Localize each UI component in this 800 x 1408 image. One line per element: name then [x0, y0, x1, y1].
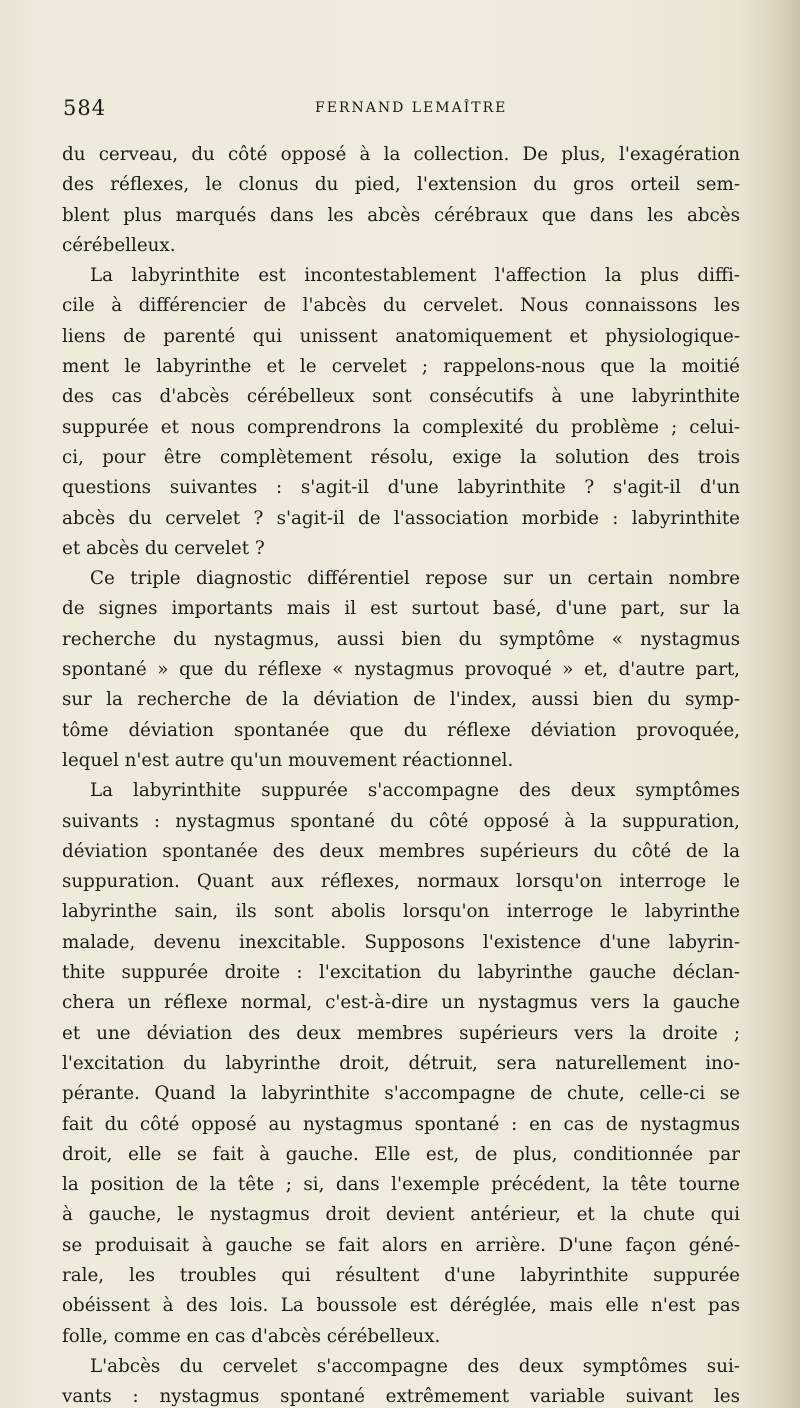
- text-line: des cas d'abcès cérébelleux sont consécutifs à une labyrinthite: [62, 386, 740, 408]
- text-line: blent plus marqués dans les abcès cérébraux que dans les abcès: [62, 204, 740, 226]
- text-line: cile à différencier de l'abcès du cervelet. Nous connaissons les: [62, 295, 740, 317]
- page-header: [63, 96, 743, 126]
- text-line: recherche du nystagmus, aussi bien du symptôme « nystagmus: [62, 628, 740, 650]
- text-line: lequel n'est autre qu'un mouvement réactionnel.: [62, 749, 514, 771]
- text-line: du cerveau, du côté opposé à la collection. De plus, l'exagération: [62, 144, 740, 165]
- text-line: Ce triple diagnostic différentiel repose sur un certain nombre: [90, 568, 740, 590]
- text-line: déviation spontanée des deux membres supérieurs du côté de la: [62, 840, 740, 862]
- text-line: cérébelleux.: [62, 234, 176, 256]
- text-line: pérante. Quand la labyrinthite s'accompagne de chute, celle-ci se: [62, 1083, 740, 1105]
- text-line: ci, pour être complètement résolu, exige la solution des trois: [62, 446, 740, 468]
- text-line: droit, elle se fait à gauche. Elle est, de plus, conditionnée par: [62, 1143, 740, 1165]
- text-line: spontané » que du réflexe « nystagmus provoqué » et, d'autre part,: [62, 659, 740, 681]
- text-line: se produisait à gauche se fait alors en arrière. D'une façon géné-: [62, 1234, 740, 1256]
- text-line: labyrinthe sain, ils sont abolis lorsqu'on interroge le labyrinthe: [62, 901, 740, 923]
- text-line: L'abcès du cervelet s'accompagne des deux symptômes sui-: [90, 1355, 740, 1377]
- text-line: La labyrinthite est incontestablement l'affection la plus diffi-: [90, 265, 740, 287]
- text-line: questions suivantes : s'agit-il d'une labyrinthite ? s'agit-il d'un: [62, 477, 740, 499]
- text-line: des réflexes, le clonus du pied, l'extension du gros orteil sem-: [62, 174, 740, 196]
- text-line: rale, les troubles qui résultent d'une labyrinthite suppurée: [62, 1264, 740, 1286]
- text-line: thite suppurée droite : l'excitation du labyrinthe gauche déclan-: [62, 962, 740, 984]
- text-line: sur la recherche de la déviation de l'index, aussi bien du symp-: [62, 689, 740, 711]
- text-line: et une déviation des deux membres supérieurs vers la droite ;: [62, 1022, 740, 1044]
- text-line: suppurée et nous comprendrons la complexité du problème ; celui-: [62, 416, 740, 438]
- text-line: et abcès du cervelet ?: [62, 537, 265, 559]
- text-line: abcès du cervelet ? s'agit-il de l'association morbide : labyrinthite: [62, 507, 740, 529]
- text-line: l'excitation du labyrinthe droit, détruit, sera naturellement ino-: [62, 1052, 740, 1074]
- page-number: 584: [63, 96, 107, 120]
- text-line: de signes importants mais il est surtout basé, d'une part, sur la: [62, 598, 740, 620]
- text-line: tôme déviation spontanée que du réflexe déviation provoquée,: [62, 719, 740, 741]
- text-line: suivants : nystagmus spontané du côté opposé à la suppuration,: [62, 810, 740, 832]
- text-line: folle, comme en cas d'abcès cérébelleux.: [62, 1325, 441, 1347]
- text-line: à gauche, le nystagmus droit devient antérieur, et la chute qui: [62, 1204, 740, 1226]
- text-line: la position de la tête ; si, dans l'exemple précédent, la tête tourne: [62, 1174, 740, 1196]
- text-line: vants : nystagmus spontané extrêmement variable suivant les: [62, 1386, 740, 1408]
- running-head: FERNAND LEMAÎTRE: [315, 100, 508, 116]
- body-text: [62, 140, 740, 1408]
- text-line: La labyrinthite suppurée s'accompagne des deux symptômes: [90, 780, 740, 802]
- text-line: liens de parenté qui unissent anatomiquement et physiologique-: [62, 325, 740, 347]
- text-line: ment le labyrinthe et le cervelet ; rappelons-nous que la moitié: [62, 356, 740, 378]
- text-line: chera un réflexe normal, c'est-à-dire un nystagmus vers la gauche: [62, 992, 740, 1014]
- text-line: obéissent à des lois. La boussole est déréglée, mais elle n'est pas: [62, 1295, 740, 1317]
- text-line: suppuration. Quant aux réflexes, normaux lorsqu'on interroge le: [62, 871, 740, 893]
- text-line: fait du côté opposé au nystagmus spontané : en cas de nystagmus: [62, 1113, 740, 1135]
- text-line: malade, devenu inexcitable. Supposons l'existence d'une labyrin-: [62, 931, 740, 953]
